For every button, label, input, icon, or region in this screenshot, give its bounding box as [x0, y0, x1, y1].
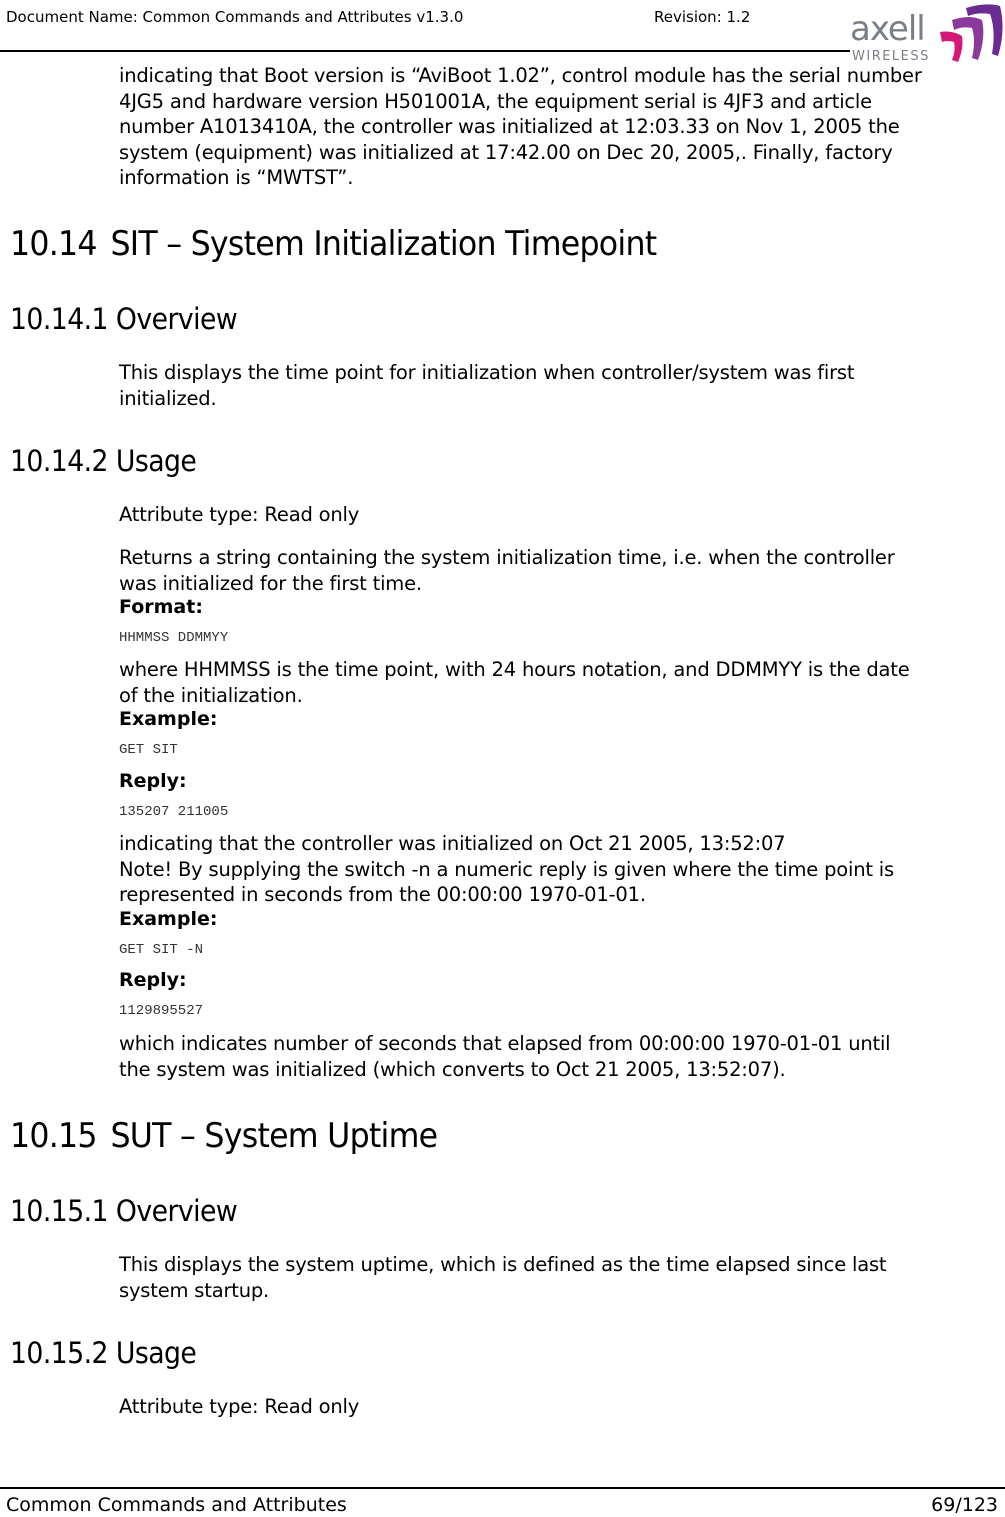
subsection-heading-10-15-1: 10.15.1 Overview — [10, 1194, 238, 1228]
subsection-heading-10-14-2: 10.14.2 Usage — [10, 444, 197, 478]
example-label-2: Example: — [119, 908, 218, 930]
intro-paragraph: indicating that Boot version is “AviBoot 1.02”, control module has the serial number 4JG5 and hardware version H501001A, the equipment serial is 4JF3 and article number A1013410A, the controller was initialized at 12:03.33 on Nov 1, 2005 the system (equipment) was initialized at 17:42.00 on Dec 20, 2005,. Finally, factory information is “MWTST”. — [119, 64, 922, 189]
returns-text: Returns a string containing the system initialization time, i.e. when the controller was initialized for the first time. — [119, 546, 895, 595]
format-label: Format: — [119, 596, 203, 618]
header-divider — [0, 50, 850, 52]
example-code-2: GET SIT -N — [119, 942, 204, 958]
section-heading-10-15: 10.15 SUT – System Uptime — [10, 1116, 438, 1156]
revision: Revision: 1.2 — [654, 8, 751, 26]
reply-code-2: 1129895527 — [119, 1003, 204, 1019]
reply-label-2: Reply: — [119, 969, 187, 991]
overview-text-10-14: This displays the time point for initialization when controller/system was first initialized. — [119, 361, 855, 410]
page-number: 69/123 — [931, 1494, 998, 1516]
logo-wordmark: axell — [850, 9, 925, 49]
footer-title: Common Commands and Attributes — [6, 1494, 347, 1516]
footer-divider — [0, 1487, 1005, 1489]
format-description: where HHMMSS is the time point, with 24 hours notation, and DDMMYY is the date of the initialization. — [119, 658, 910, 707]
overview-text-10-15: This displays the system uptime, which is defined as the time elapsed since last system startup. — [119, 1253, 887, 1302]
subsection-heading-10-15-2: 10.15.2 Usage — [10, 1336, 197, 1370]
example-code-1: GET SIT — [119, 742, 178, 758]
reply-label-1: Reply: — [119, 770, 187, 792]
subsection-heading-10-14-1: 10.14.1 Overview — [10, 302, 238, 336]
reply-code-1: 135207 211005 — [119, 804, 229, 820]
reply-description-2: which indicates number of seconds that elapsed from 00:00:00 1970-01-01 until the system was initialized (which converts to Oct 21 2005, 13:52:07). — [119, 1032, 891, 1081]
attribute-type-10-14: Attribute type: Read only — [119, 503, 360, 526]
axell-logo-icon — [848, 0, 1005, 66]
logo-sub: WIRELESS — [852, 49, 930, 64]
section-heading-10-14: 10.14 SIT – System Initialization Timepoint — [10, 224, 657, 264]
document-name: Document Name: Common Commands and Attributes v1.3.0 — [6, 8, 464, 26]
format-code: HHMMSS DDMMYY — [119, 630, 229, 646]
reply-description-1: indicating that the controller was initialized on Oct 21 2005, 13:52:07 Note! By supplying the switch -n a numeric reply is given where the time point is represented in seconds from the 00:00:00 1970-01-01. — [119, 832, 894, 906]
attribute-type-10-15: Attribute type: Read only — [119, 1395, 360, 1418]
example-label-1: Example: — [119, 708, 218, 730]
axell-wireless-logo — [848, 0, 1005, 66]
